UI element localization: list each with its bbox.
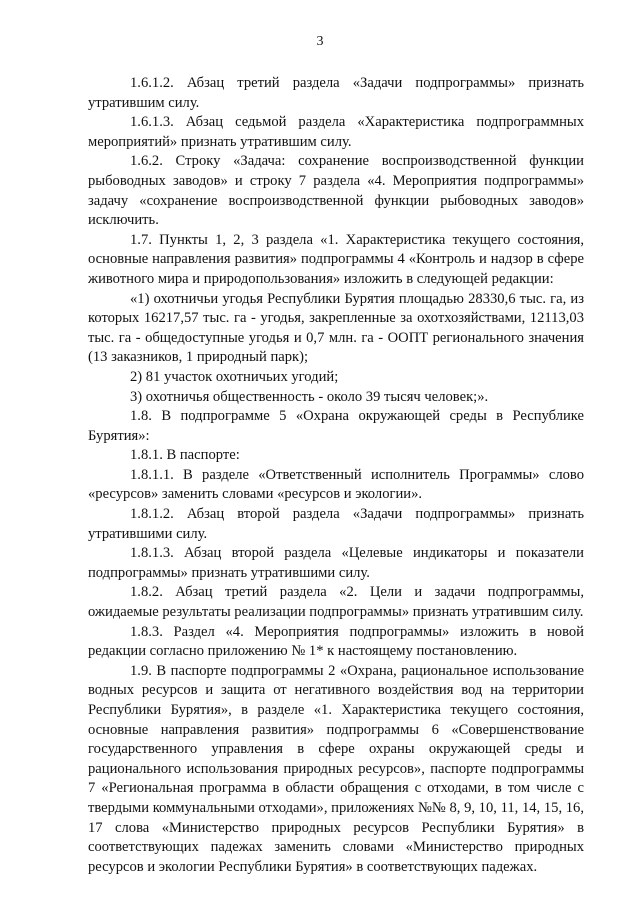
- paragraph-quote-item-1: «1) охотничьи угодья Республики Бурятия площадью 28330,6 тыс. га, из которых 16217,57 тыс. га - угодья, закрепленные за охотхозяйствами, 12113,03 тыс. га - общедоступные угодья и 0,7 млн. га - ООПТ регионального значения (13 заказников, 1 природный парк);: [88, 290, 584, 366]
- paragraph-1-8-3: 1.8.3. Раздел «4. Мероприятия подпрограммы» изложить в новой редакции согласно приложению № 1* к настоящему постановлению.: [88, 623, 584, 660]
- paragraph-1-8-1: 1.8.1. В паспорте:: [130, 447, 240, 464]
- paragraph-1-6-1-3: 1.6.1.3. Абзац седьмой раздела «Характеристика подпрограммных мероприятий» признать утратившим силу.: [88, 114, 584, 150]
- paragraph-1-8: 1.8. В подпрограмме 5 «Охрана окружающей среды в Республике Бурятия»:: [88, 408, 584, 444]
- paragraph-1-6-2: 1.6.2. Строку «Задача: сохранение воспроизводственной функции рыбоводных заводов» и строку 7 раздела «4. Мероприятия подпрограммы» задачу «сохранение воспроизводственной функции рыбоводных заводов» исключить.: [88, 153, 584, 229]
- paragraph-1-8-1-3: 1.8.1.3. Абзац второй раздела «Целевые индикаторы и показатели подпрограммы» признать утратившими силу.: [88, 545, 584, 581]
- document-body: [88, 74, 584, 877]
- paragraph-1-7: 1.7. Пункты 1, 2, 3 раздела «1. Характеристика текущего состояния, основные направления развития» подпрограммы 4 «Контроль и надзор в сфере животного мира и природопользования» изложить в следующей редакции:: [88, 231, 584, 287]
- paragraph-1-9: 1.9. В паспорте подпрограммы 2 «Охрана, рациональное использование водных ресурсов и защита от негативного воздействия вод на территории Республики Бурятия», в разделе «1. Характеристика текущего состояния, основные направления развития» подпрограммы 6 «Совершенствование государственного управления в сфере охраны окружающей среды и рационального использования природных ресурсов», паспорте подпрограммы 7 «Региональная программа в области обращения с отходами, в том числе с твердыми коммунальными отходами», приложениях №№ 8, 9, 10, 11, 14, 15, 16, 17 слова «Министерство природных ресурсов Республики Бурятия» в соответствующих падежах заменить словами «Министерство природных ресурсов и экологии Республики Бурятия» в соответствующих падежах.: [88, 662, 584, 875]
- paragraph-quote-item-2: 2) 81 участок охотничьих угодий;: [130, 368, 339, 385]
- paragraph-1-6-1-2: 1.6.1.2. Абзац третий раздела «Задачи подпрограммы» признать утратившим силу.: [88, 75, 584, 111]
- paragraph-1-8-1-2: 1.8.1.2. Абзац второй раздела «Задачи подпрограммы» признать утратившими силу.: [88, 506, 584, 542]
- paragraph-1-8-1-1: 1.8.1.1. В разделе «Ответственный исполнитель Программы» слово «ресурсов» заменить словами «ресурсов и экологии».: [88, 466, 584, 503]
- paragraph-1-8-2: 1.8.2. Абзац третий раздела «2. Цели и задачи подпрограммы, ожидаемые результаты реализации подпрограммы» признать утратившим силу.: [88, 584, 584, 621]
- page-number: 3: [316, 34, 324, 49]
- paragraph-quote-item-3: 3) охотничья общественность - около 39 тысяч человек;».: [130, 388, 489, 405]
